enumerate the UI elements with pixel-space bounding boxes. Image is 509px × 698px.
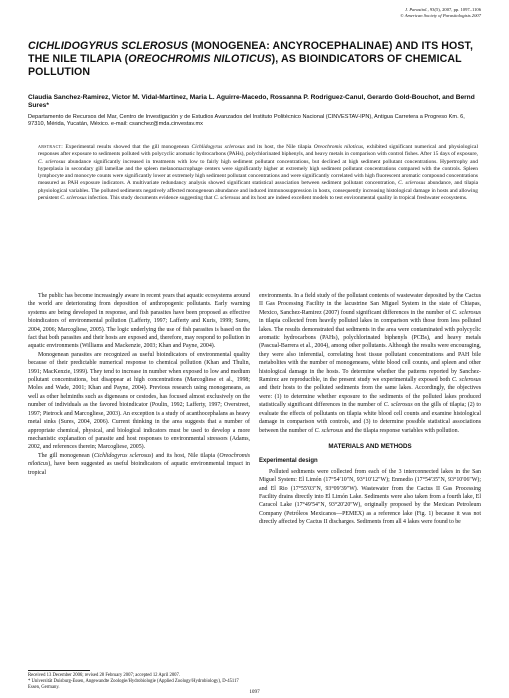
body-paragraph: Polluted sediments were collected from each of the 3 interconnected lakes in the San Miguel System: El Limón (17°54′10″N, 93°10′12″W); Enmedio (17°54′35″N, 93°10′06″W); and El Rio (17°55′03″N, 93°09′39″W). Wastewater from the Cactus II Gas Processing Facility drains directly into El Limón Lake. Sediments were also taken from a fourth lake, El Caracol Lake (17°49′54″N, 93°20′20″W), originally proposed by the Mexican Petroleum Company (Petróleos Mexicanos—PEMEX) as a reference lake (Fig. 1) because it was not directly affected by Cactus II discharges. Sediments from all 4 lakes were found to be [259, 468, 481, 526]
body-text: and the tilapia response variables with pollution. [343, 427, 460, 434]
body-text: ) and its host, Nile tilapia ( [151, 452, 220, 459]
section-heading: MATERIALS AND METHODS [328, 442, 412, 450]
body-species: C. sclerosus [452, 309, 481, 316]
body-paragraph [28, 452, 250, 477]
body-text: The gill monogenean ( [38, 452, 94, 459]
body-text: on the gills of tilapia; (2) to evaluate the effects of pollutants on tilapia white blood cell counts and examine histological damage in comparison with controls, and (3) to determine possible statistical associations between the number of [259, 402, 481, 434]
journal-name: J. Parasitol. [404, 7, 428, 12]
abstract-label: abstract: [38, 144, 64, 150]
footnote-received: Received 13 December 2006; revised 28 February 2007; accepted 12 April 2007. [28, 673, 181, 678]
abstract-text: and its host, the Nile tilapia [244, 144, 314, 150]
abstract-species: C. sclerosus [60, 195, 87, 202]
abstract-text: abundance, and tilapia physiological variables. The polluted sediments negatively affected monogenean abundance and induced immunosuppression in hosts, consequently increasing histological damage in hosts and allowing persistent [38, 180, 478, 202]
body-paragraph [259, 292, 481, 435]
footnote-affiliation: * Universität Duisburg-Essen, Angewandte Zoologie/Hydrobiologie (Applied Zoology/Hydrobiology), D-45117 Essen, Germany. [28, 679, 239, 690]
body-paragraph: Monogenean parasites are recognized as useful bioindicators of environmental quality because of their predictable numerical response to chemical pollution (Khan and Thulin, 1991; MacKenzie, 1999). They tend to increase in number when exposed to low and medium pollutant concentrations, but disappear at high concentrations (Marcogliese et al., 1998; Moles and Wade, 2001; Khan and Payne, 2004). Previous research using monogeneans, as well as other helminths such as digeneans or cestodes, has focused almost exclusively on the number of individuals as the favored bioindicator (Poulin, 1992; Lafferty, 1997; Overstreet, 1997; Pietrock and Marcogliese, 2003). An exception is a study of acanthocephalans as heavy metal sinks (Sures, 2004, 2006). Current thinking in the area suggests that a number of appropriate chemical, physical, and biological indicators must be used to develop a more mechanistic explanation of parasite and host responses to environmental stressors (Adams, 2002, and references therein; Marcogliese, 2005). [28, 351, 250, 451]
author-list: Claudia Sanchez-Ramirez, Victor M. Vidal-Martinez, Maria L. Aguirre-Macedo, Rossanna P. Rodriguez-Canul, Gerardo Gold-Bouchot, and Bernd Sures* [28, 94, 475, 110]
abstract-species: Oreochromis niloticus [313, 144, 364, 150]
body-column-right [259, 292, 481, 527]
title-host-name: OREOCHROMIS NILOTICUS [128, 53, 272, 65]
body-species: C. sclerosus [383, 402, 413, 409]
abstract [38, 144, 478, 202]
title-parasite-name: CICHLIDOGYRUS SCLEROSUS [28, 40, 189, 52]
body-paragraph: The public has become increasingly aware in recent years that aquatic ecosystems around the world are deteriorating from deposition of anthropogenic pollutants. Early warning systems are being developed in response, and fish parasites have been proposed as effective bioindicators of environmental pollution (Lafferty, 1997; Lafferty and Kuris, 1999; Sures, 2004, 2006; Marcogliese, 2005). The logic underlying the use of fish parasites is based on the fact that both parasites and their hosts are exposed and, therefore, may respond to pollution in aquatic environments (Williams and Mackenzie, 2003; Khan and Payne, 2004). [28, 293, 250, 350]
title-text-1: (MONOGENEA: ANCYROCEPHALINAE) AND ITS HOST, THE NILE TILAPIA ( [28, 40, 473, 65]
body-text: and their hosts to the polluted sediments from the same lakes. Accordingly, the objectives were: (1) to determine whether exposure to the sediments of the polluted lakes produced statistically significant differences in the number of [259, 385, 481, 409]
body-species: Cichlidogyrus sclerosus [93, 452, 152, 459]
abstract-text: and its host are indeed excellent models to test environmental quality in tropical freshwater ecosystems. [240, 195, 468, 202]
title-text-2: ), AS BIOINDICATORS OF CHEMICAL POLLUTION [28, 53, 462, 78]
abstract-text: , exhibited significant numerical and physiological responses after exposure to sediments polluted with polycyclic aromatic hydrocarbons (PAHs), polychlorinated biphenyls, and heavy metals in comparison with control fishes. After 15 days of exposure, [38, 144, 478, 158]
abstract-species: Cichlidogyrus sclerosus [191, 144, 245, 150]
body-species: C. sclerosus [314, 427, 344, 434]
body-text: ), have been suggested as useful bioindicators of aquatic environmental impact in tropical [28, 461, 250, 476]
abstract-text: infection. This study documents evidence suggesting that [86, 195, 214, 202]
body-column-left [28, 292, 250, 477]
abstract-text: Experimental results showed that the gill monogenean [63, 144, 192, 150]
body-text: environments. In a field study of the pollutant contents of wastewater deposited by the Cactus II Gas Processing Facility in the lacustrine San Miguel System in the state of Chiapas, Mexico, Sanchez-Ramirez (2007) found significant differences in the number of [259, 293, 481, 316]
body-species: C. sclerosus [451, 377, 481, 384]
page-number: 1097 [249, 689, 260, 695]
abstract-species: C. sclerosus [398, 180, 426, 187]
abstract-species: C. sclerosus [38, 158, 66, 165]
copyright-line: © American Society of Parasitologists 2007 [400, 13, 481, 18]
abstract-species: C. sclerosus [213, 195, 241, 202]
author-affiliation: Departamento de Recursos del Mar, Centro de Investigación y de Estudios Avanzados del Instituto Politécnico Nacional (CINVESTAV-IPN), Antigua Carretera a Progreso Km. 6, 97310, Mérida, Yucatán, México. e-mail: csanchez@mda.cinvestav.mx [28, 114, 465, 128]
body-species: Oreochromis niloticus [28, 452, 250, 468]
running-header [400, 7, 481, 19]
subsection-heading: Experimental design [259, 458, 318, 465]
body-text: in tilapia collected from heavily polluted lakes in comparison with those from less polluted lakes. The results demonstrated that sediments in the area were contaminated with polycyclic aromatic hydrocarbons (PAHs), polychlorinated biphenyls (PCBs), and heavy metals (Pascual-Barrera et al., 2004), among other pollutants. Although the results were encouraging, they were also inferential, correlating host tissue pollutant concentrations and PAH bile metabolites with the number of monogeneans, white blood cell counts, and spleen and other histological damage in the hosts. To determine whether the patterns reported by Sanchez-Ramirez are reproducible, in the present study we experimentally exposed both [259, 318, 481, 384]
abstract-text: abundance significantly increased in treatments with low to fairly high sediment pollutant concentrations, but declined at high sediment pollutant concentrations. Hypertrophy and hyperplasia in secondary gill lamellae and the spleen melanomacrophage centers were significantly higher at extremely high sediment pollutant concentrations compared with the controls. Spleen lymphocyte and monocyte counts were significantly lower at extremely high sediment pollutant concentrations and were significantly correlated with high fluorescent aromatic compound concentrations measured as PAH exposure indicators. A multivariate redundancy analysis showed significant statistical association between sediment pollutant concentration, [38, 158, 478, 187]
article-title [28, 40, 483, 79]
volume-pages: , 93(5), 2007, pp. 1097–1106 [427, 7, 481, 12]
footnote-divider [28, 670, 90, 671]
